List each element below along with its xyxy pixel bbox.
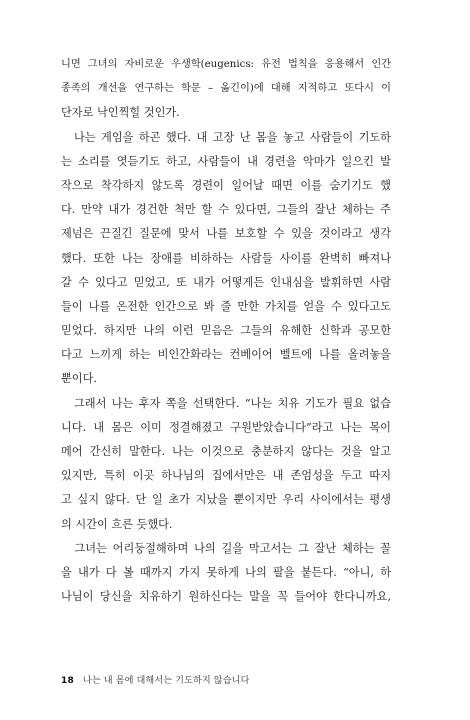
text-line: 들이 나를 온전한 인간으로 봐 줄 만한 가치를 얻을 수 있다고도 (61, 299, 391, 313)
text-line: 뿐이다. (61, 372, 97, 386)
text-line: 나님이 당신을 치유하기 원하신다는 말을 꼭 들어야 한다니까요, (61, 590, 391, 604)
text-line: 제넘은 끈질긴 질문에 맞서 나를 보호할 수 있을 것이라고 생각 (61, 227, 391, 241)
text-line: 을 내가 다 볼 때까지 가지 못하게 나의 팔을 붙든다. “아니, 하 (61, 565, 391, 579)
body-text (61, 53, 391, 609)
page-number: 18 (61, 676, 74, 686)
text-line: 메어 간신히 말한다. 나는 이것으로 충분하지 않다는 것을 알고 (61, 445, 391, 458)
text-line: 의 시간이 흐른 듯했다. (61, 517, 173, 531)
text-line: 나는 게임을 하곤 했다. 내 고장 난 몸을 놓고 사람들이 기도하 (61, 130, 391, 144)
text-line: 그녀는 어리둥절해하며 나의 길을 막고서는 그 잘난 체하는 꼴 (61, 541, 391, 555)
text-line: 했다. 또한 나는 장애를 비하하는 사람들 사이를 완벽히 빠져나 (61, 251, 391, 265)
text-line: 다. 만약 내가 경건한 척만 할 수 있다면, 그들의 잘난 체하는 주 (61, 203, 391, 217)
text-line: 니면 그녀의 자비로운 우생학(eugenics: 유전 법칙을 응용해서 인간 (61, 59, 391, 70)
page-footer (61, 673, 250, 686)
text-line: 다고 느끼게 하는 비인간화라는 컨베이어 벨트에 나를 올려놓을 (61, 348, 391, 362)
text-line: 종족의 개선을 연구하는 학문 – 옮긴이)에 대해 지적하고 또다시 이 (61, 83, 391, 95)
text-line: 믿었다. 하지만 나의 이런 믿음은 그들의 유해한 신학과 공모한 (61, 324, 391, 338)
text-line: 있지만, 특히 이곳 하나님의 집에서만은 내 존엄성을 두고 따지 (61, 469, 391, 483)
text-line: 단자로 낙인찍힐 것인가. (61, 106, 180, 120)
text-line: 는 소리를 엿듣기도 하고, 사람들이 내 경련을 악마가 일으킨 발 (61, 154, 391, 168)
text-line: 작으로 착각하지 않도록 경련이 일어날 때면 이를 숨기기도 했 (61, 178, 391, 192)
text-line: 니다. 내 몸은 이미 정결해졌고 구원받았습니다”라고 나는 목이 (61, 420, 391, 434)
running-title: 나는 내 몸에 대해서는 기도하지 않습니다 (83, 676, 250, 686)
text-line: 그래서 나는 후자 쪽을 선택한다. “나는 치유 기도가 필요 없습 (61, 396, 391, 410)
text-line: 고 싶지 않다. 단 일 초가 지났을 뿐이지만 우리 사이에서는 평생 (61, 493, 391, 507)
text-line: 갈 수 있다고 믿었고, 또 내가 어떻게든 인내심을 발휘하면 사람 (61, 275, 391, 289)
